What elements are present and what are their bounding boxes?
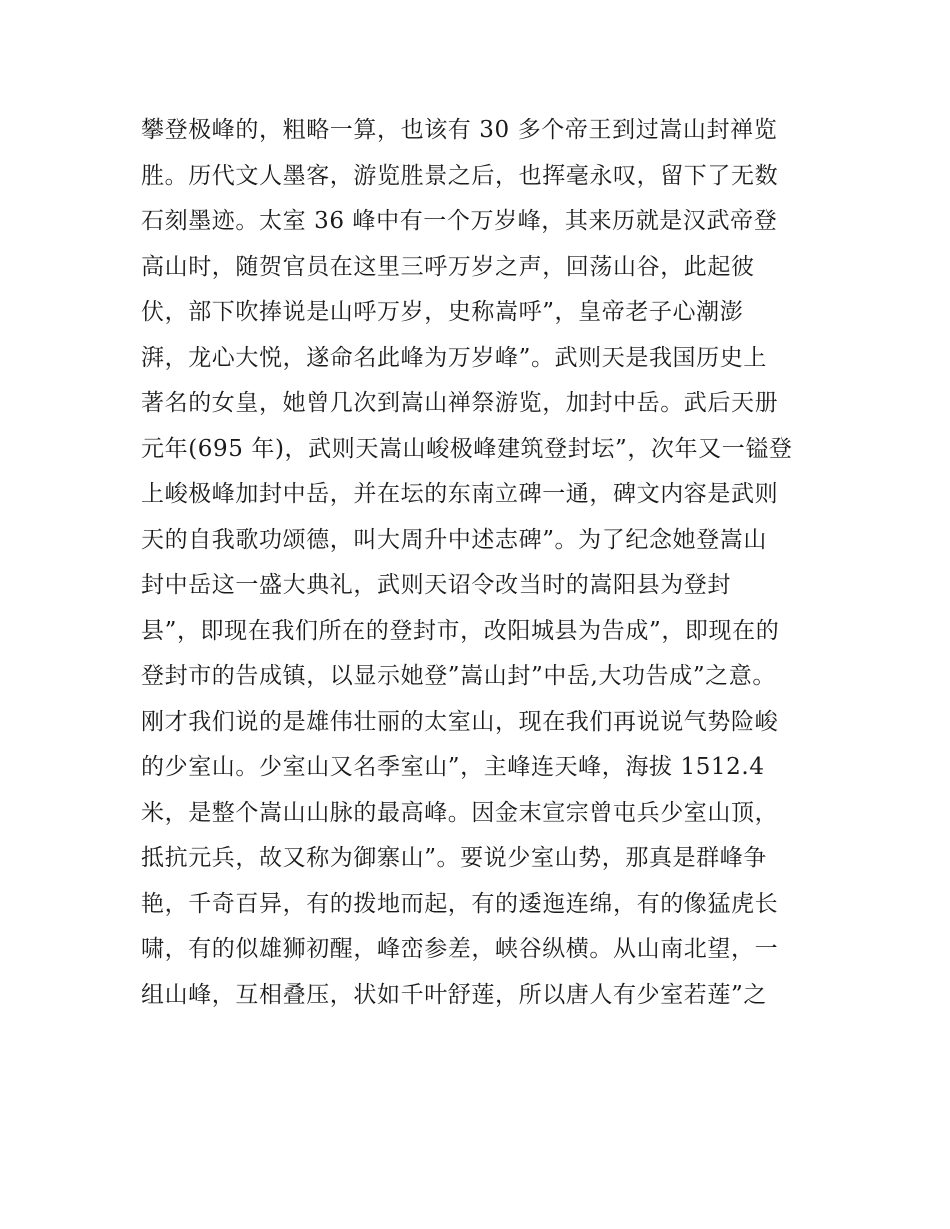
text-line-20: 组山峰，互相叠压，状如千叶舒莲，所以唐人有少室若莲”之	[141, 981, 767, 1008]
body-text	[141, 108, 821, 1018]
text-line-15: 的少室山。少室山又名季室山”，主峰连天峰，海拔 1512.4	[141, 754, 765, 780]
text-line-10: 天的自我歌功颂德，叫大周升中述志碑”。为了纪念她登嵩山	[141, 526, 767, 553]
text-line-6: 湃，龙心大悦，遂命名此峰为万岁峰”。武则天是我国历史上	[141, 344, 767, 371]
text-line-17: 抵抗元兵，故又称为御寨山”。要说少室山势，那真是群峰争	[141, 845, 767, 871]
text-line-12: 县”，即现在我们所在的登封市，改阳城县为告成”，即现在的	[141, 617, 780, 644]
text-line-2: 胜。历代文人墨客，游览胜景之后，也挥毫永叹，留下了无数	[141, 162, 779, 189]
text-line-14: 刚才我们说的是雄伟壮丽的太室山，现在我们再说说气势险峻	[141, 708, 779, 735]
text-line-1: 攀登极峰的，粗略一算，也该有 30 多个帝王到过嵩山封禅览	[141, 117, 778, 143]
text-line-16: 米，是整个嵩山山脉的最高峰。因金末宣宗曾屯兵少室山顶，	[141, 799, 779, 826]
text-line-8: 元年(695 年)，武则天嵩山峻极峰建筑登封坛”，次年又一镒登	[141, 435, 793, 462]
text-line-3: 石刻墨迹。太室 36 峰中有一个万岁峰，其来历就是汉武帝登	[141, 208, 778, 234]
text-line-9: 上峻极峰加封中岳，并在坛的东南立碑一通，碑文内容是武则	[141, 481, 779, 507]
text-line-11: 封中岳这一盛大典礼，武则天诏令改当时的嵩阳县为登封	[141, 572, 731, 598]
text-line-18: 艳，千奇百异，有的拨地而起，有的逶迤连绵，有的像猛虎长	[141, 890, 779, 917]
text-line-19: 啸，有的似雄狮初醒，峰峦参差，峡谷纵横。从山南北望，一	[141, 936, 779, 962]
text-line-7: 著名的女皇，她曾几次到嵩山禅祭游览，加封中岳。武后天册	[141, 390, 779, 416]
text-line-13: 登封市的告成镇，以显示她登”嵩山封”中岳,大功告成”之意。	[141, 663, 776, 689]
text-line-4: 高山时，随贺官员在这里三呼万岁之声，回荡山谷，此起彼	[141, 253, 755, 280]
text-line-5: 伏，部下吹捧说是山呼万岁，史称嵩呼”，皇帝老子心潮澎	[141, 299, 744, 325]
